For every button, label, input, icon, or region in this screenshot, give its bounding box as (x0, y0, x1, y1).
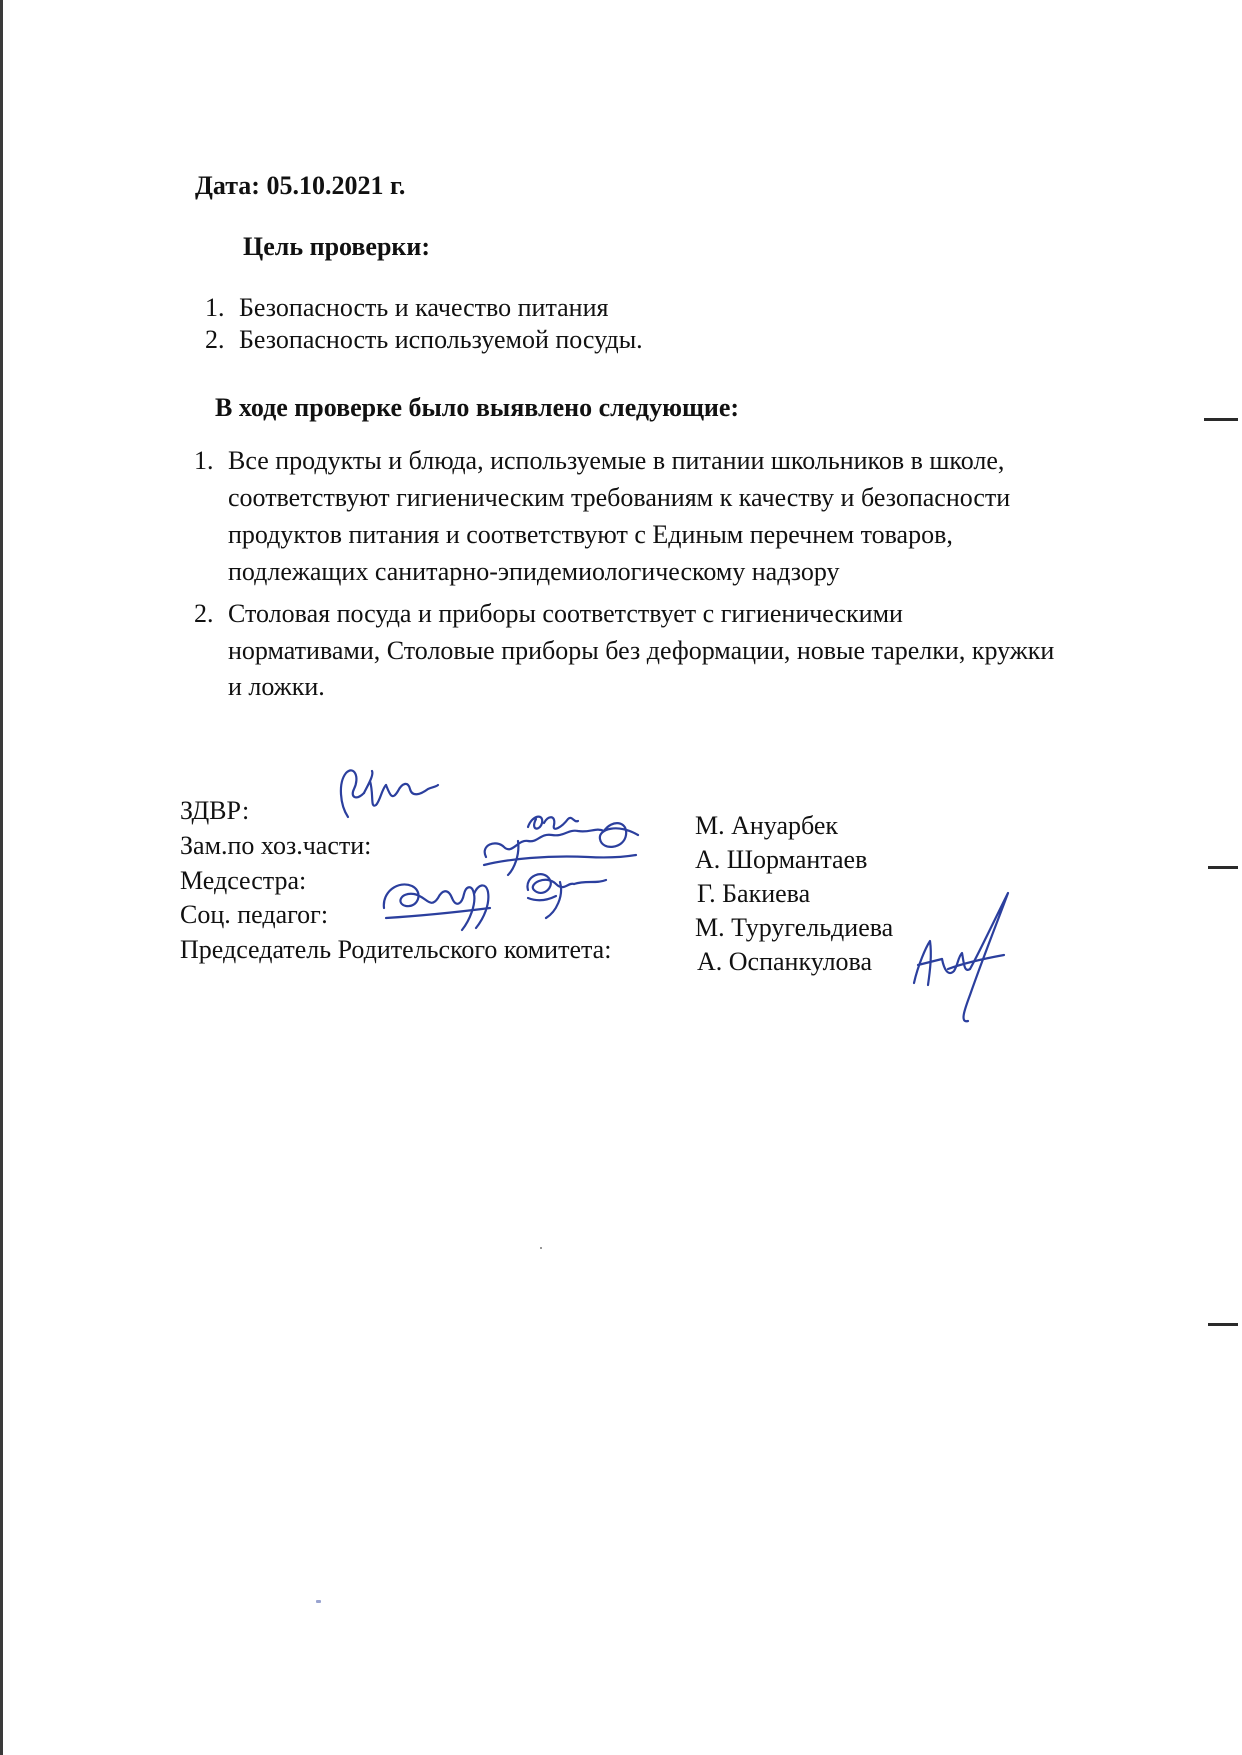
finding-item-text: подлежащих санитарно-эпидемиологическому надзору (228, 557, 840, 586)
signatory-name: А. Шормантаев (695, 845, 868, 874)
signatory-name: М. Ануарбек (695, 811, 839, 840)
finding-item-text: нормативами, Столовые приборы без деформации, новые тарелки, кружки (228, 636, 1055, 665)
signature-parent-committee-chair (908, 885, 1018, 1025)
finding-item-text: соответствуют гигиеническим требованиям к качеству и безопасности (228, 483, 1011, 512)
finding-item (194, 446, 1004, 476)
finding-item (194, 599, 903, 629)
scan-edge-mark (1208, 866, 1238, 869)
finding-item-text: продуктов питания и соответствуют с Единым перечнем товаров, (228, 520, 953, 549)
signatory-role: Зам.по хоз.части: (180, 831, 372, 860)
scan-edge (0, 0, 3, 1755)
document-date: Дата: 05.10.2021 г. (195, 171, 406, 200)
goal-item (205, 293, 608, 323)
signatory-name: А. Оспанкулова (697, 947, 873, 976)
signatory-role: Соц. педагог: (180, 900, 329, 929)
scan-edge-mark (1208, 1323, 1238, 1326)
goal-heading: Цель проверки: (243, 232, 431, 261)
scan-speck (540, 1247, 542, 1249)
signatory-role: Медсестра: (180, 866, 307, 895)
findings-heading: В ходе проверке было выявлено следующие: (215, 393, 740, 422)
goal-item (205, 325, 643, 355)
finding-item-number: 2. (194, 599, 214, 628)
signatory-name: Г. Бакиева (697, 879, 811, 908)
goal-item-text: Безопасность используемой посуды. (239, 325, 643, 354)
goal-item-text: Безопасность и качество питания (239, 293, 609, 322)
signatory-role: ЗДВР: (180, 796, 250, 825)
goal-item-number: 1. (205, 293, 225, 322)
signatory-role: Председатель Родительского комитета: (180, 935, 612, 964)
finding-item-number: 1. (194, 446, 214, 475)
finding-item-text: и ложки. (228, 672, 325, 701)
scan-speck (316, 1600, 321, 1603)
finding-item-text: Все продукты и блюда, используемые в питании школьников в школе, (228, 446, 1005, 475)
finding-item-text: Столовая посуда и приборы соответствует с гигиеническими (228, 599, 903, 628)
scan-edge-mark (1204, 418, 1238, 421)
signature-nurse (378, 858, 628, 938)
goal-item-number: 2. (205, 325, 225, 354)
signatory-name: М. Туругельдиева (695, 913, 894, 942)
signature-zdvr (330, 765, 440, 825)
